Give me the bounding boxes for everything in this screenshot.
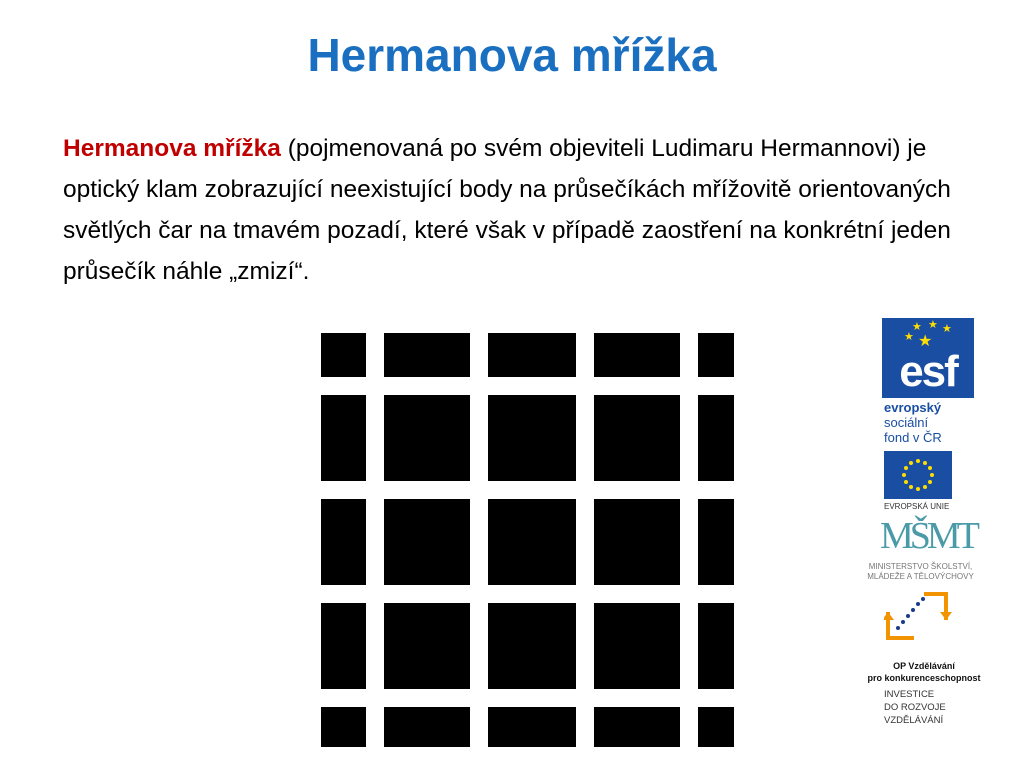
grid-line: [576, 333, 594, 747]
op-caption: [858, 660, 990, 684]
invest-line: DO ROZVOJE: [884, 702, 946, 713]
eu-caption: EVROPSKÁ UNIE: [884, 502, 950, 511]
star-icon: ★: [942, 323, 952, 335]
op-line: OP Vzdělávání: [893, 661, 955, 671]
slide-body: [63, 128, 963, 292]
highlighted-term: Hermanova mřížka: [63, 135, 281, 162]
star-icon: ★: [928, 319, 938, 331]
invest-line: INVESTICE: [884, 689, 935, 700]
invest-line: VZDĚLÁVÁNÍ: [884, 715, 944, 726]
grid-line: [470, 333, 488, 747]
esf-mark: esf: [899, 347, 957, 396]
msmt-caption: [848, 562, 993, 582]
esf-caption: [884, 400, 994, 445]
msmt-logo: MŠMT: [880, 515, 976, 557]
grid-line: [680, 333, 698, 747]
star-icon: ★: [918, 333, 933, 350]
grid-line: [366, 333, 384, 747]
msmt-line: MLÁDEŽE A TĚLOVÝCHOVY: [867, 572, 974, 581]
esf-line: sociální: [884, 415, 929, 430]
esf-line: evropský: [884, 400, 942, 415]
star-icon: ★: [912, 321, 922, 333]
esf-line: fond v ČR: [884, 430, 942, 445]
op-logo-icon: [884, 588, 954, 654]
star-icon: ★: [904, 331, 914, 343]
op-line: pro konkurenceschopnost: [867, 673, 981, 683]
msmt-line: MINISTERSTVO ŠKOLSTVÍ,: [868, 562, 973, 571]
invest-caption: [884, 688, 994, 727]
body-text: (pojmenovaná po svém objeviteli Ludimaru Hermannovi) je optický klam zobrazující neexistující body na průsečíkách mřížovitě orientovaných světlých čar na tmavém pozadí, které však v případě zaostření na konkrétní jeden průsečík náhle „zmizí“.: [63, 135, 951, 285]
logo-column: [848, 318, 993, 738]
slide-title: Hermanova mřížka: [307, 29, 717, 81]
hermann-grid-illusion: [321, 333, 734, 747]
eu-flag-icon: [884, 451, 952, 499]
